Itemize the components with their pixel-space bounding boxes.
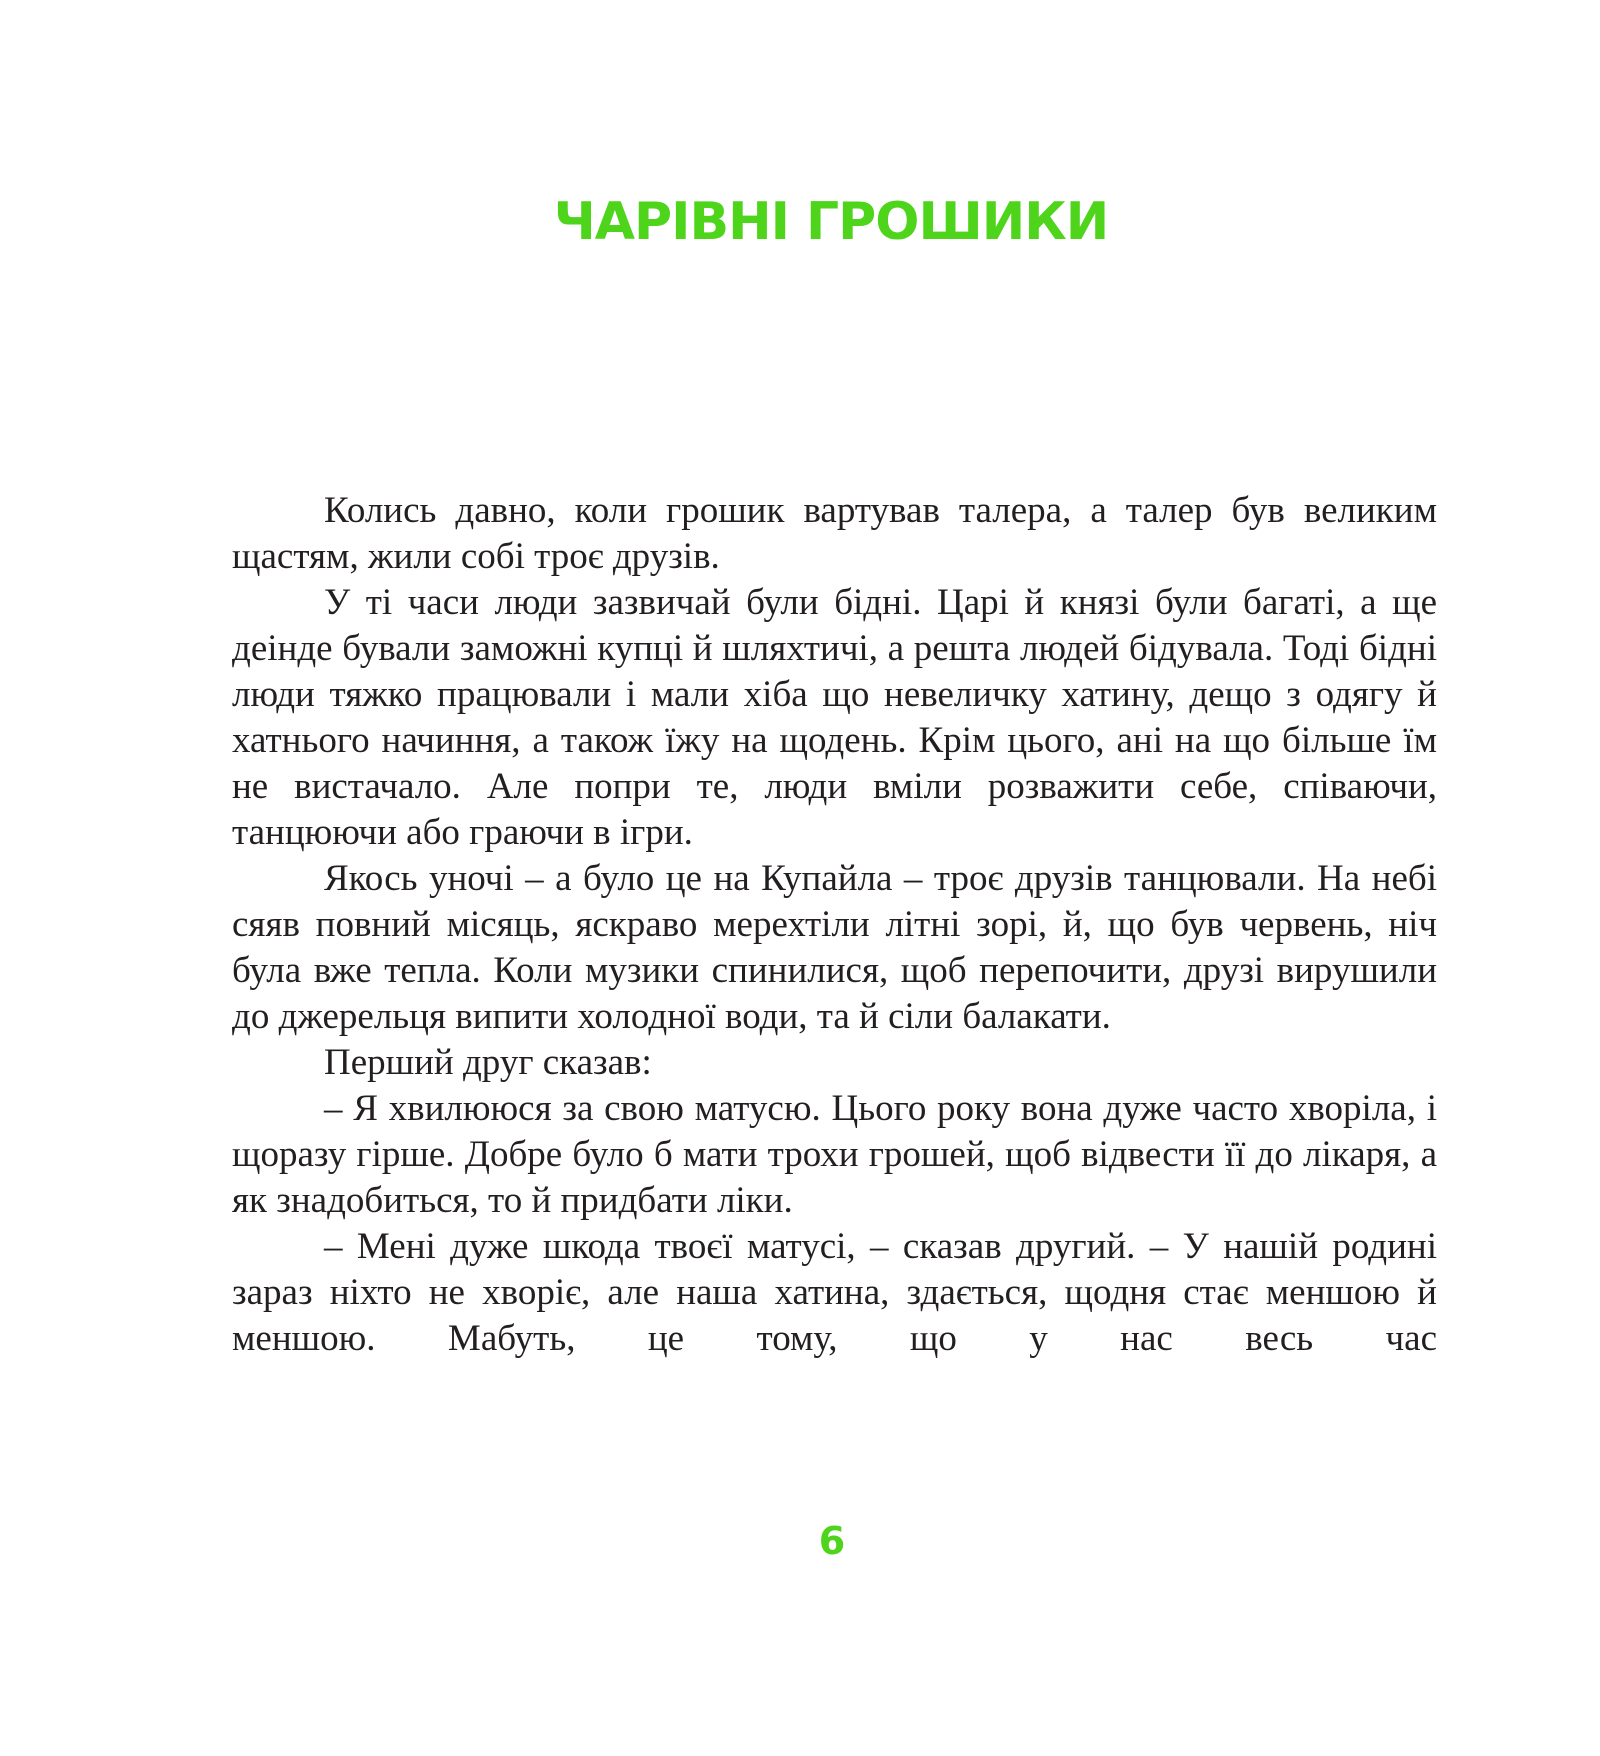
page-number: 6 <box>818 1519 846 1563</box>
chapter-title: ЧАРІВНІ ГРОШИКИ <box>553 192 1109 252</box>
paragraph: Колись давно, коли грошик вартував талера, а талер був великим щастям, жили собі троє друзів. <box>232 490 1437 577</box>
paragraph: – Мені дуже шкода твоєї матусі, – сказав другий. – У нашій родині зараз ніхто не хворіє, але наша хатина, здається, щодня стає меншою й меншою. Мабуть, це тому, що у нас весь час <box>232 1226 1437 1359</box>
paragraph: – Я хвилююся за свою матусю. Цього року вона дуже часто хворіла, і щоразу гірше. Добре було б мати трохи грошей, щоб відвести її до лікаря, а як знадобиться, то й придбати ліки. <box>232 1088 1437 1221</box>
story-text <box>232 488 1437 1362</box>
paragraph: У ті часи люди зазвичай були бідні. Царі й князі були багаті, а ще деінде бували заможні купці й шляхтичі, а решта людей бідувала. Тоді бідні люди тяжко працювали і мали хіба що невеличку хатину, дещо з одягу й хатнього начиння, а також їжу на щодень. Крім цього, ані на що більше їм не вистачало. Але попри те, люди вміли розважити себе, співаючи, танцюючи або граючи в ігри. <box>232 582 1437 853</box>
paragraph: Перший друг сказав: <box>324 1042 652 1083</box>
paragraph: Якось уночі – а було це на Купайла – троє друзів танцювали. На небі сяяв повний місяць, яскраво мерехтіли літні зорі, й, що був червень, ніч була вже тепла. Коли музики спинилися, щоб перепочити, друзі вирушили до джерельця випити холодної води, та й сіли балакати. <box>232 858 1437 1037</box>
